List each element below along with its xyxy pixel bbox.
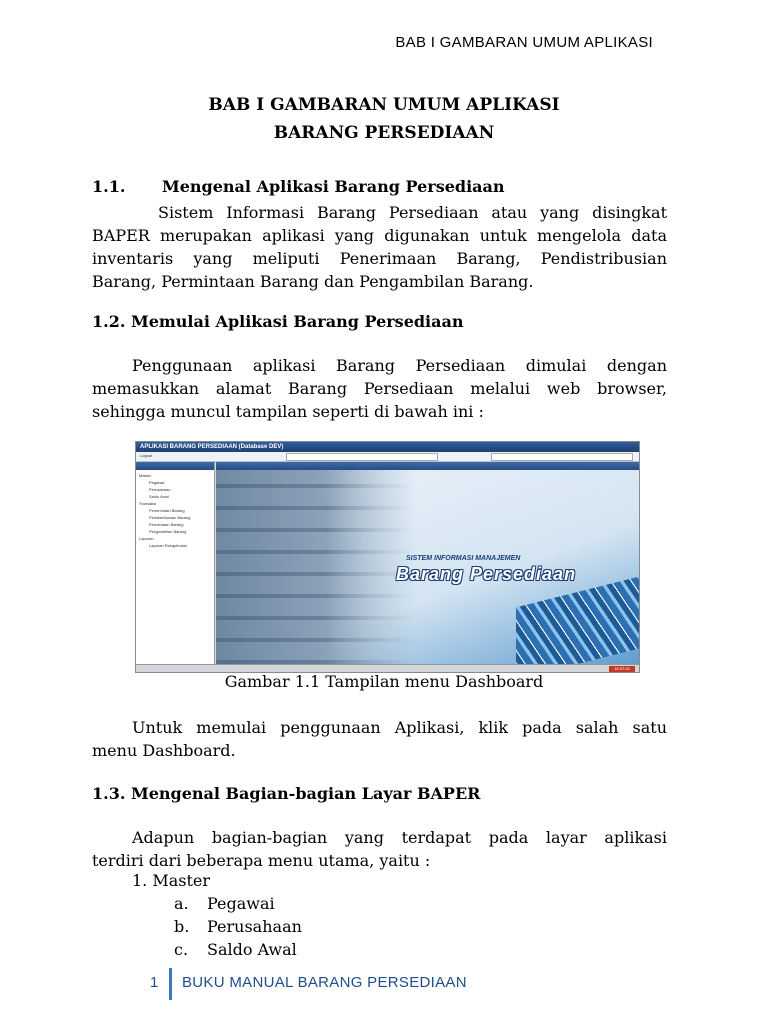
text-line: Adapun bagian-bagian yang terdapat pada layar aplikasi <box>132 828 667 847</box>
screenshot-menu-tree <box>136 470 214 551</box>
list-item-perusahaan: Perusahaan <box>207 917 302 936</box>
chapter-title: BAB I GAMBARAN UMUM APLIKASI <box>208 95 560 115</box>
tree-item: Pegawai <box>149 480 165 485</box>
running-header: BAB I GAMBARAN UMUM APLIKASI <box>395 34 653 51</box>
figure-caption: Gambar 1.1 Tampilan menu Dashboard <box>224 672 544 691</box>
text-line: sehingga muncul tampilan seperti di bawah ini : <box>92 402 484 421</box>
page-number: 1 <box>150 974 159 991</box>
screenshot-dashboard-area <box>216 462 639 664</box>
text-line: BAPER merupakan aplikasi yang digunakan untuk mengelola data <box>92 226 667 245</box>
screenshot-toolbar <box>136 452 639 462</box>
text-line: terdiri dari beberapa menu utama, yaitu : <box>92 851 431 870</box>
text-line: Sistem Informasi Barang Persediaan atau yang disingkat <box>158 203 667 222</box>
tree-item: Pendistribusian Barang <box>149 515 191 520</box>
screenshot-field <box>286 453 438 461</box>
banner-big-text: Barang Persediaan <box>396 564 577 584</box>
section-1-2-heading: 1.2. Memulai Aplikasi Barang Persediaan <box>92 312 464 331</box>
text-line: memasukkan alamat Barang Persediaan melalui web browser, <box>92 379 667 398</box>
footer-divider <box>169 968 172 1000</box>
footer-title: BUKU MANUAL BARANG PERSEDIAAN <box>182 974 467 991</box>
decorative-tiles <box>516 577 639 664</box>
section-1-1-heading: Mengenal Aplikasi Barang Persediaan <box>162 177 505 196</box>
screenshot-logout: Logout <box>140 453 153 458</box>
screenshot-menu-panel <box>136 462 215 664</box>
tree-item: Permintaan Barang <box>149 522 184 527</box>
screenshot-window-title: APLIKASI BARANG PERSEDIAAN (Database DEV) <box>136 442 639 452</box>
tree-item: Perusahaan <box>149 487 171 492</box>
screenshot-clock: 16:37:03 <box>609 666 635 672</box>
list-item-master: 1. Master <box>132 871 211 890</box>
tree-item: Pengambilan Barang <box>149 529 187 534</box>
tree-item: Master <box>139 473 152 478</box>
text-line: Penggunaan aplikasi Barang Persediaan dimulai dengan <box>132 356 667 375</box>
section-1-2-paragraph <box>92 354 667 423</box>
screenshot-field <box>491 453 633 461</box>
tree-item: Laporan <box>139 536 154 541</box>
dashboard-screenshot <box>135 441 640 673</box>
tree-item: Penerimaan Barang <box>149 508 185 513</box>
list-item-pegawai: Pegawai <box>207 894 275 913</box>
warehouse-shelves-image <box>216 470 416 664</box>
section-1-3-paragraph <box>92 826 667 872</box>
chapter-subtitle: BARANG PERSEDIAAN <box>273 123 495 143</box>
screenshot-main-header <box>216 462 639 470</box>
tree-item: Saldo Awal <box>149 494 169 499</box>
section-1-1-number: 1.1. <box>92 177 126 196</box>
text-line: inventaris yang meliputi Penerimaan Barang, Pendistribusian <box>92 249 667 268</box>
list-item-saldo-awal: Saldo Awal <box>207 940 297 959</box>
section-1-3-heading: 1.3. Mengenal Bagian-bagian Layar BAPER <box>92 784 481 803</box>
text-line: Untuk memulai penggunaan Aplikasi, klik pada salah satu <box>132 718 667 737</box>
list-letter: b. <box>174 917 190 936</box>
section-1-1-paragraph <box>92 201 667 293</box>
screenshot-menu-header <box>136 462 214 470</box>
text-line: Barang, Permintaan Barang dan Pengambilan Barang. <box>92 272 534 291</box>
list-letter: c. <box>174 940 189 959</box>
tree-item: Laporan Rekapitulasi <box>149 543 187 548</box>
text-line: menu Dashboard. <box>92 741 236 760</box>
list-letter: a. <box>174 894 189 913</box>
dashboard-paragraph <box>92 716 667 762</box>
tree-item: Transaksi <box>139 501 157 506</box>
banner-small-text: SISTEM INFORMASI MANAJEMEN <box>406 555 521 562</box>
